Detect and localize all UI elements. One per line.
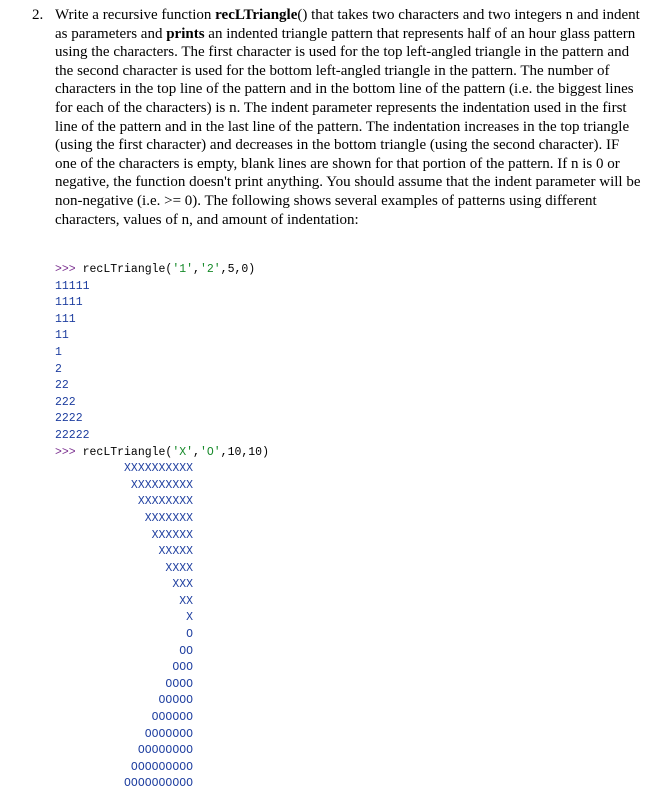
console-arg-string: '1' <box>172 263 194 276</box>
console-output-line: OOOOOOOO <box>55 744 194 758</box>
question-number: 2. <box>32 7 44 23</box>
console-output <box>55 262 269 793</box>
console-output-line: XXXXXXX <box>55 511 194 525</box>
console-prompt: >>> <box>55 263 83 276</box>
console-output-line: O <box>55 628 194 642</box>
console-args-rest: ,5,0) <box>220 263 256 276</box>
console-output-line: 111 <box>55 312 76 326</box>
console-output-line: 11111 <box>55 279 90 293</box>
console-output-line: XXXXXXXXX <box>55 478 194 492</box>
console-prompt: >>> <box>55 445 83 459</box>
console-output-line: OOOOOOOOOO <box>55 777 194 791</box>
question-text-bold: prints <box>166 25 205 42</box>
console-output-line: 11 <box>55 329 69 343</box>
console-output-line: XXX <box>55 578 194 592</box>
console-output-line: XXXXXXXX <box>55 495 194 509</box>
console-arg-string: 'X' <box>172 445 194 459</box>
console-arg-string: '2' <box>199 263 221 276</box>
console-output-line: 2222 <box>55 412 83 426</box>
console-output-line: X <box>55 611 194 625</box>
console-output-line: XX <box>55 594 194 608</box>
question-text-segment: Write a recursive function <box>55 7 216 23</box>
question-text-segment: () that takes two characters and two integers n and indent as parameters and <box>55 7 640 42</box>
console-output-line: OOOOOO <box>55 711 194 725</box>
console-output-line: XXXXXX <box>55 528 194 542</box>
console-output-line: OOO <box>55 661 194 675</box>
console-output-line: XXXXXXXXXX <box>55 462 194 476</box>
console-separator: , <box>193 445 200 459</box>
console-output-line: XXXXX <box>55 545 194 559</box>
console-output-line: OOOO <box>55 677 194 691</box>
console-separator: , <box>193 263 200 276</box>
console-output-line: XXXX <box>55 561 194 575</box>
console-call-name: recLTriangle( <box>82 445 173 459</box>
console-call-name: recLTriangle( <box>82 263 173 276</box>
console-output-line: 222 <box>55 395 76 409</box>
console-output-line: 2 <box>55 362 62 376</box>
console-output-line: 22222 <box>55 428 90 442</box>
console-output-line: 22 <box>55 379 69 393</box>
console-output-line: OOOOOOO <box>55 727 194 741</box>
console-output-line: OOOOO <box>55 694 194 708</box>
console-output-line: 1111 <box>55 296 83 310</box>
question-text <box>55 6 643 229</box>
console-output-line: 1 <box>55 345 62 359</box>
question-text-segment: an indented triangle pattern that represents half of an hour glass pattern using the characters. The first character is used for the top left-angled triangle in the pattern and the second character is used for the bottom left-angled triangle in the pattern. The number of characters in the top line of the pattern and in the bottom line of the pattern (i.e. the biggest lines for each of the characters) is n. The indent parameter represents the indentation used in the first line of the pattern and in the last line of the pattern. The indentation increases in the top triangle (using the first character) and decreases in the bottom triangle (using the second character). IF one of the characters is empty, blank lines are shown for that portion of the pattern. If n is 0 or negative, the function doesn't print anything. You should assume that the indent parameter will be non-negative (i.e. >= 0). The following shows several examples of patterns using different characters, values of n, and amount of indentation: <box>55 25 641 228</box>
console-command-line <box>55 262 269 279</box>
console-output-line: OO <box>55 644 194 658</box>
console-args-rest: ,10,10) <box>220 445 269 459</box>
question-text-bold: recLTriangle <box>215 7 298 23</box>
console-arg-string: 'O' <box>199 445 221 459</box>
console-command-line <box>55 445 269 462</box>
console-output-line: OOOOOOOOO <box>55 760 194 774</box>
